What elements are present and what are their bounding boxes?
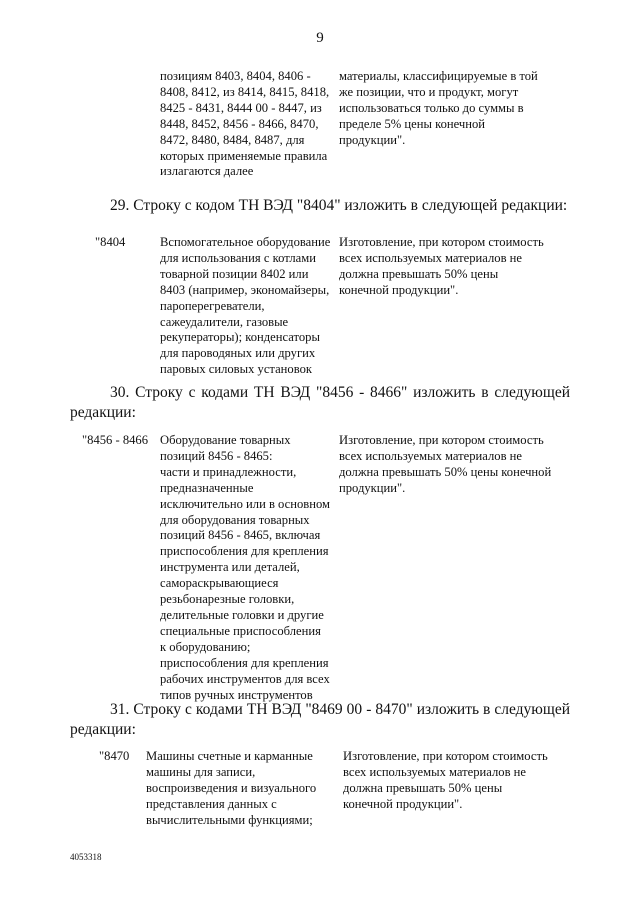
section-29-rule: Изготовление, при котором стоимость всех используемых материалов не должна превышать 50% цены конечной продукции". xyxy=(339,235,544,297)
top-rule: материалы, классифицируемые в той же позиции, что и продукт, могут использоваться только до суммы в пределе 5% цены конечной продукции". xyxy=(339,69,538,147)
footer-document-code: 4053318 xyxy=(70,852,102,862)
section-31-description: Машины счетные и карманные машины для записи, воспроизведения и визуального представления данных с вычислительными функциями; xyxy=(146,749,317,827)
section-30-heading-cont: редакции: xyxy=(70,404,136,421)
section-30-rule: Изготовление, при котором стоимость всех используемых материалов не должна превышать 50% цены конечной продукции". xyxy=(339,433,552,495)
section-31-heading: 31. Строку с кодами ТН ВЭД "8469 00 - 8470" изложить в следующей xyxy=(110,701,570,718)
section-31-code: "8470 xyxy=(99,749,130,763)
section-29-heading: 29. Строку с кодом ТН ВЭД "8404" изложить в следующей редакции: xyxy=(110,197,568,214)
section-30-code: "8456 - 8466 xyxy=(82,433,149,447)
section-31-heading-cont: редакции: xyxy=(70,721,136,738)
page-number: 9 xyxy=(316,30,324,46)
section-29-code: "8404 xyxy=(95,235,126,249)
section-31-rule: Изготовление, при котором стоимость всех используемых материалов не должна превышать 50% цены конечной продукции". xyxy=(343,749,548,811)
section-29-description: Вспомогательное оборудование для использования с котлами товарной позиции 8402 или 8403 (например, экономайзеры, пароперегреватели, сажеудалители, газовые рекуператоры); конденсаторы для пароводяных или других паровых силовых установок xyxy=(160,235,331,377)
section-30-heading: 30. Строку с кодами ТН ВЭД "8456 - 8466" изложить в следующей xyxy=(110,384,570,401)
top-description: позициям 8403, 8404, 8406 - 8408, 8412, из 8414, 8415, 8418, 8425 - 8431, 8444 00 - 8447, из 8448, 8452, 8456 - 8466, 8470, 8472, 8480, 8484, 8487, для которых применяемые правила излагаются далее xyxy=(160,69,330,179)
section-30-description: Оборудование товарных позиций 8456 - 8465: части и принадлежности, предназначенные исключительно или в основном для оборудования товарных позиций 8456 - 8465, включая приспособления для крепления инструмента или деталей, самораскрывающиеся резьбонарезные головки, делительные головки и другие специальные приспособления к оборудованию; приспособления для крепления рабочих инструментов для всех типов ручных инструментов xyxy=(160,433,330,702)
